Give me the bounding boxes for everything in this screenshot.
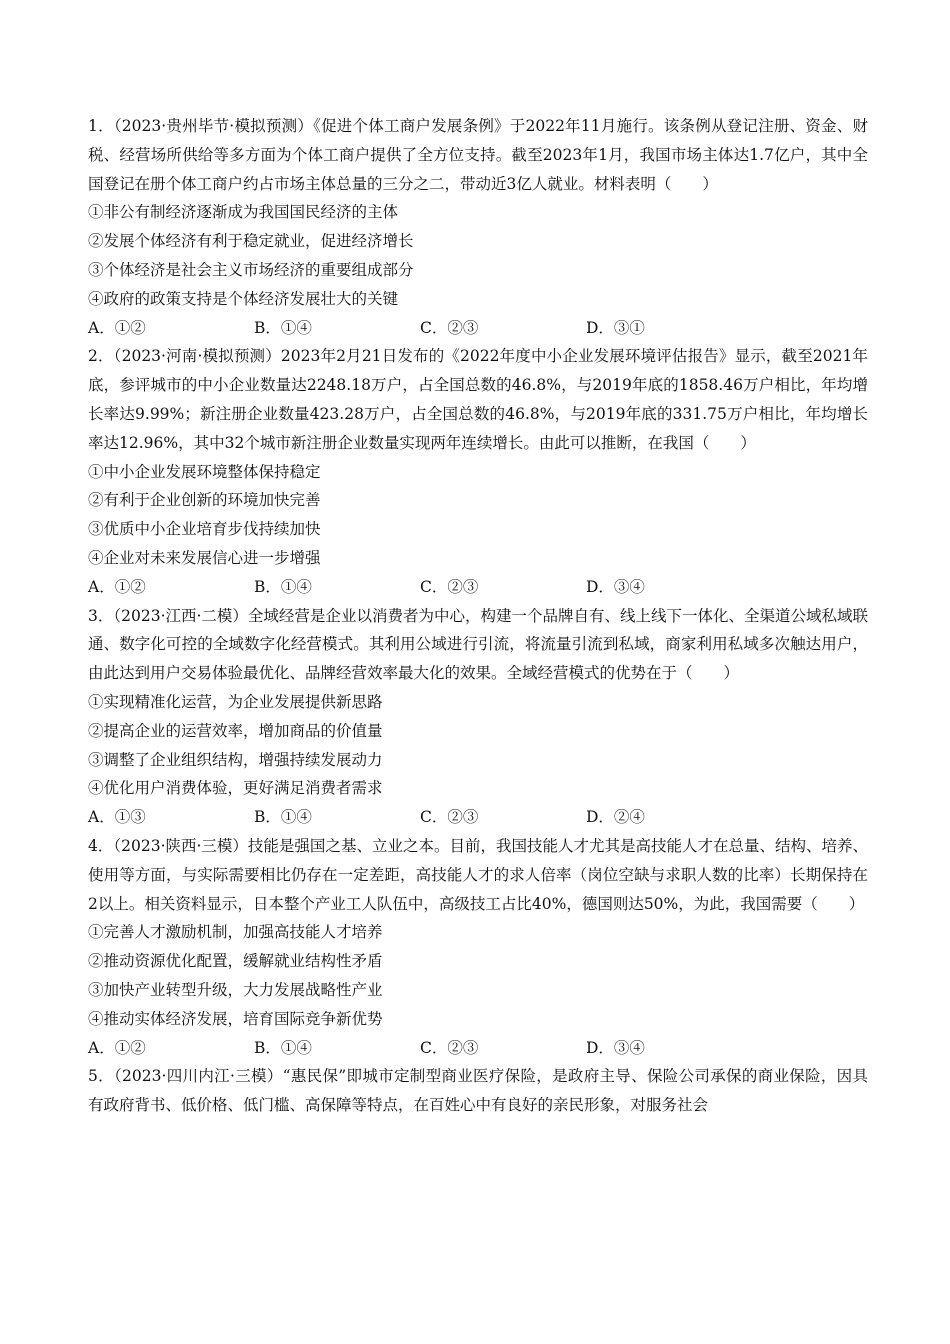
option-item: ①完善人才激励机制，加强高技能人才培养 xyxy=(88,923,383,942)
choice-d[interactable]: D．③④ xyxy=(586,577,645,596)
option-item: ②有利于企业创新的环境加快完善 xyxy=(88,491,321,510)
answer-choices xyxy=(88,314,868,343)
option-item: ①实现精准化运营，为企业发展提供新思路 xyxy=(88,692,383,711)
exam-document xyxy=(88,112,868,1120)
choice-d[interactable]: D．②④ xyxy=(586,808,645,827)
choice-a[interactable]: A．①② xyxy=(88,577,146,596)
choice-c[interactable]: C．②③ xyxy=(420,577,479,596)
option-item: ④推动实体经济发展，培育国际竞争新优势 xyxy=(88,1009,383,1028)
choice-b[interactable]: B．①④ xyxy=(254,1038,312,1057)
option-item: ②推动资源优化配置，缓解就业结构性矛盾 xyxy=(88,952,383,971)
option-item: ④优化用户消费体验，更好满足消费者需求 xyxy=(88,779,383,798)
option-item: ④企业对未来发展信心进一步增强 xyxy=(88,548,321,567)
answer-choices xyxy=(88,803,868,832)
choice-a[interactable]: A．①② xyxy=(88,1038,146,1057)
choice-c[interactable]: C．②③ xyxy=(420,318,479,337)
choice-d[interactable]: D．③④ xyxy=(586,1038,645,1057)
choice-c[interactable]: C．②③ xyxy=(420,808,479,827)
answer-choices xyxy=(88,573,868,602)
option-item: ①非公有制经济逐渐成为我国国民经济的主体 xyxy=(88,203,399,222)
option-item: ②发展个体经济有利于稳定就业，促进经济增长 xyxy=(88,232,414,251)
option-item: ③加快产业转型升级，大力发展战略性产业 xyxy=(88,980,383,999)
question-5 xyxy=(88,1062,868,1120)
question-stem: 3．（2023·江西·二模）全域经营是企业以消费者为中心，构建一个品牌自有、线上线下一体化、全渠道公域私域联通、数字化可控的全域数字化经营模式。其利用公域进行引流，将流量引流到私域，商家利用私域多次触达用户，由此达到用户交易体验最优化、品牌经营效率最大化的效果。全域经营模式的优势在于（ ） xyxy=(88,606,868,683)
question-1 xyxy=(88,112,868,342)
choice-b[interactable]: B．①④ xyxy=(254,318,312,337)
option-item: ②提高企业的运营效率，增加商品的价值量 xyxy=(88,721,383,740)
option-item: ③调整了企业组织结构，增强持续发展动力 xyxy=(88,750,383,769)
choice-b[interactable]: B．①④ xyxy=(254,808,312,827)
option-item: ③个体经济是社会主义市场经济的重要组成部分 xyxy=(88,260,414,279)
option-item: ④政府的政策支持是个体经济发展壮大的关键 xyxy=(88,289,399,308)
choice-a[interactable]: A．①② xyxy=(88,318,146,337)
question-stem: 1．（2023·贵州毕节·模拟预测）《促进个体工商户发展条例》于2022年11月施行。该条例从登记注册、资金、财税、经营场所供给等多方面为个体工商户提供了全方位支持。截至2023年1月，我国市场主体达1.7亿户，其中全国登记在册个体工商户约占市场主体总量的三分之二，带动近3亿人就业。材料表明（ ） xyxy=(88,117,868,193)
question-stem: 2．（2023·河南·模拟预测）2023年2月21日发布的《2022年度中小企业发展环境评估报告》显示，截至2021年底，参评城市的中小企业数量达2248.18万户，占全国总数的46.8%，与2019年底的1858.46万户相比，年均增长率达9.99%；新注册企业数量423.28万户，占全国总数的46.8%，与2019年底的331.75万户相比，年均增长率达12.96%，其中32个城市新注册企业数量实现两年连续增长。由此可以推断，在我国（ ） xyxy=(88,347,868,452)
option-item: ①中小企业发展环境整体保持稳定 xyxy=(88,462,321,481)
question-stem: 5．（2023·四川内江·三模）“惠民保”即城市定制型商业医疗保险，是政府主导、保险公司承保的商业保险，因具有政府背书、低价格、低门槛、高保障等特点，在百姓心中有良好的亲民形象，对服务社会 xyxy=(88,1067,868,1115)
question-4 xyxy=(88,832,868,1062)
choice-c[interactable]: C．②③ xyxy=(420,1038,479,1057)
question-stem: 4．（2023·陕西·三模）技能是强国之基、立业之本。目前，我国技能人才尤其是高技能人才在总量、结构、培养、使用等方面，与实际需要相比仍存在一定差距，高技能人才的求人倍率（岗位空缺与求职人数的比率）长期保持在2以上。相关资料显示，日本整个产业工人队伍中，高级技工占比40%，德国则达50%，为此，我国需要（ ） xyxy=(88,836,868,913)
answer-choices xyxy=(88,1034,868,1063)
question-2 xyxy=(88,342,868,601)
choice-d[interactable]: D．③① xyxy=(586,318,645,337)
choice-b[interactable]: B．①④ xyxy=(254,577,312,596)
choice-a[interactable]: A．①③ xyxy=(88,808,146,827)
option-item: ③优质中小企业培育步伐持续加快 xyxy=(88,520,321,539)
question-3 xyxy=(88,602,868,832)
